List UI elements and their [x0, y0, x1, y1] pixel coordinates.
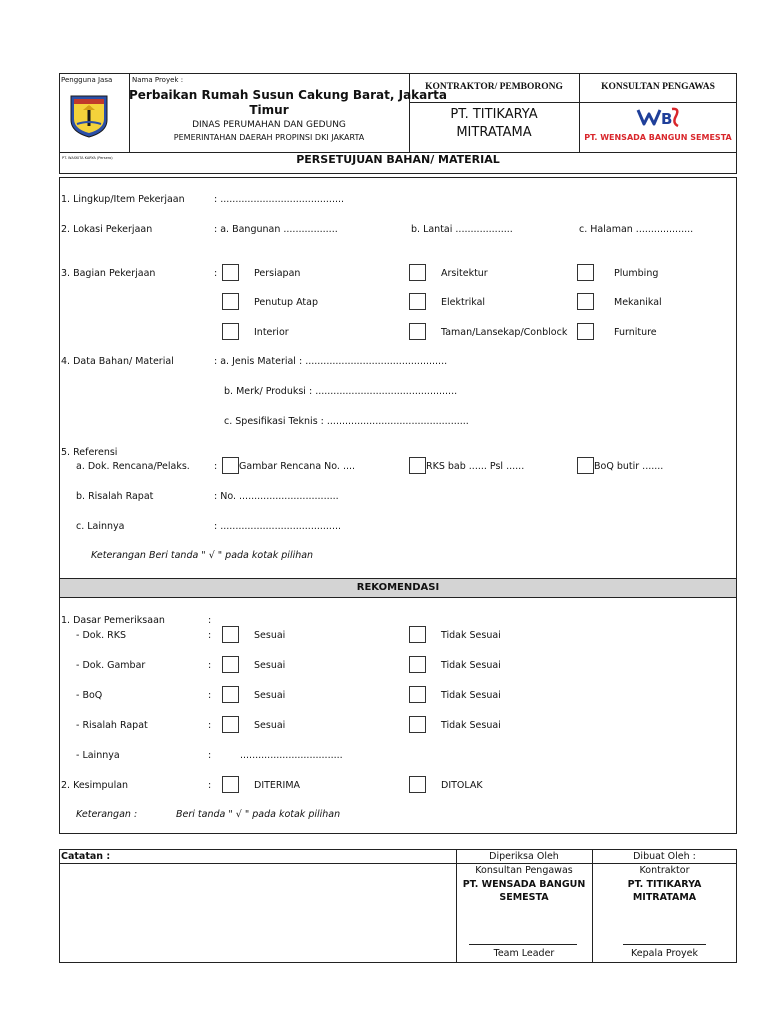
bagian-colon: :	[214, 268, 218, 279]
catatan-area[interactable]	[60, 864, 456, 962]
footer-konsultan-name-line1: PT. WENSADA BANGUN	[462, 879, 586, 890]
label-boq-tidak-sesuai: Tidak Sesuai	[441, 690, 501, 701]
checkbox-mekanikal[interactable]	[577, 293, 594, 310]
row-lainnya-colon: :	[208, 750, 212, 761]
label-rks: RKS bab ...... Psl ......	[426, 461, 525, 472]
checkbox-rks-sesuai[interactable]	[222, 626, 239, 643]
label-interior: Interior	[254, 327, 289, 338]
lingkup-label: 1. Lingkup/Item Pekerjaan	[61, 194, 185, 205]
kesimpulan-label: 2. Kesimpulan	[61, 780, 129, 791]
label-penutup-atap: Penutup Atap	[254, 297, 318, 308]
checkbox-taman[interactable]	[409, 323, 426, 340]
checkbox-rks[interactable]	[409, 457, 426, 474]
row-lainnya-value[interactable]: ..................................	[240, 750, 343, 761]
lokasi-bangunan[interactable]: : a. Bangunan ..................	[214, 224, 338, 235]
label-taman: Taman/Lansekap/Conblock	[441, 327, 568, 338]
lokasi-lantai[interactable]: b. Lantai ...................	[411, 224, 513, 235]
checkbox-gambar-tidak-sesuai[interactable]	[409, 656, 426, 673]
row-dok-gambar-label: - Dok. Gambar	[76, 660, 146, 671]
konsultan-role: Konsultan Pengawas	[475, 865, 573, 876]
label-ditolak: DITOLAK	[441, 780, 483, 791]
label-persiapan: Persiapan	[254, 268, 301, 279]
referensi-label: 5. Referensi	[61, 447, 118, 458]
label-risalah-tidak-sesuai: Tidak Sesuai	[441, 720, 501, 731]
dasar-colon: :	[208, 615, 212, 626]
lokasi-halaman[interactable]: c. Halaman ...................	[579, 224, 694, 235]
checkbox-boq[interactable]	[577, 457, 594, 474]
kepala-proyek-signature-line	[623, 944, 706, 945]
team-leader-signature-line	[469, 944, 577, 945]
keterangan-note: Keterangan Beri tanda " √ " pada kotak pilihan	[91, 550, 314, 561]
kesimpulan-colon: :	[208, 780, 212, 791]
label-risalah-sesuai: Sesuai	[254, 720, 286, 731]
row-boq-label: - BoQ	[76, 690, 103, 701]
ref-dok-colon: :	[214, 461, 218, 472]
ref-dok-label: a. Dok. Rencana/Pelaks.	[76, 461, 190, 472]
label-rks-tidak-sesuai: Tidak Sesuai	[441, 630, 501, 641]
dinas-line1: DINAS PERUMAHAN DAN GEDUNG	[192, 120, 346, 130]
ref-risalah-value[interactable]: : No. .................................	[214, 491, 339, 502]
ref-lainnya-value[interactable]: : ........................................	[214, 521, 342, 532]
checkbox-gambar-sesuai[interactable]	[222, 656, 239, 673]
row-lainnya-label: - Lainnya	[76, 750, 120, 761]
form-title: PERSETUJUAN BAHAN/ MATERIAL	[296, 153, 500, 166]
ref-lainnya-label: c. Lainnya	[76, 521, 125, 532]
jenis-material-field[interactable]: : a. Jenis Material : ...............................................	[214, 356, 448, 367]
team-leader-label: Team Leader	[493, 948, 555, 959]
rekomendasi-keterangan-text: Beri tanda " √ " pada kotak pilihan	[176, 809, 341, 820]
checkbox-plumbing[interactable]	[577, 264, 594, 281]
row-dok-gambar-colon: :	[208, 660, 212, 671]
project-title-line2: Timur	[249, 103, 289, 117]
label-diterima: DITERIMA	[254, 780, 301, 791]
row-dok-rks-colon: :	[208, 630, 212, 641]
checkbox-penutup-atap[interactable]	[222, 293, 239, 310]
label-boq: BoQ butir .......	[594, 461, 664, 472]
label-boq-sesuai: Sesuai	[254, 690, 286, 701]
catatan-label: Catatan :	[61, 851, 111, 862]
diperiksa-label: Diperiksa Oleh	[489, 851, 559, 862]
dki-jakarta-crest-icon	[69, 94, 109, 138]
dasar-pemeriksaan-label: 1. Dasar Pemeriksaan	[61, 615, 165, 626]
label-arsitektur: Arsitektur	[441, 268, 488, 279]
checkbox-boq-sesuai[interactable]	[222, 686, 239, 703]
rekomendasi-title: REKOMENDASI	[356, 582, 440, 593]
checkbox-boq-tidak-sesuai[interactable]	[409, 686, 426, 703]
merk-produksi-field[interactable]: b. Merk/ Produksi : ...............................................	[224, 386, 458, 397]
checkbox-furniture[interactable]	[577, 323, 594, 340]
konsultan-label: KONSULTAN PENGAWAS	[601, 82, 715, 92]
spesifikasi-teknis-field[interactable]: c. Spesifikasi Teknis : ...............................................	[224, 416, 469, 427]
kontraktor-label: KONTRAKTOR/ PEMBORONG	[425, 82, 563, 92]
svg-text:B: B	[661, 110, 673, 128]
lingkup-value[interactable]: : .........................................	[214, 194, 345, 205]
checkbox-gambar-rencana[interactable]	[222, 457, 239, 474]
label-furniture: Furniture	[614, 327, 657, 338]
checkbox-rks-tidak-sesuai[interactable]	[409, 626, 426, 643]
bagian-label: 3. Bagian Pekerjaan	[61, 268, 156, 279]
data-bahan-label: 4. Data Bahan/ Material	[61, 356, 174, 367]
project-title-line1: Perbaikan Rumah Susun Cakung Barat, Jakarta	[129, 88, 448, 102]
dinas-line2: PEMERINTAHAN DAERAH PROPINSI DKI JAKARTA	[173, 133, 365, 142]
ref-risalah-label: b. Risalah Rapat	[76, 491, 154, 502]
checkbox-arsitektur[interactable]	[409, 264, 426, 281]
row-risalah-label: - Risalah Rapat	[76, 720, 148, 731]
row-boq-colon: :	[208, 690, 212, 701]
wensada-logo-icon	[636, 106, 680, 128]
rekomendasi-keterangan-prefix: Keterangan :	[76, 809, 138, 820]
kontraktor-role: Kontraktor	[639, 865, 690, 876]
nama-proyek-label: Nama Proyek :	[132, 76, 184, 84]
label-plumbing: Plumbing	[614, 268, 659, 279]
logo-small-text: PT. WASKITA KARYA (Persero)	[62, 156, 113, 160]
checkbox-risalah-tidak-sesuai[interactable]	[409, 716, 426, 733]
footer-konsultan-name-line2: SEMESTA	[499, 892, 549, 903]
label-gambar-sesuai: Sesuai	[254, 660, 286, 671]
checkbox-interior[interactable]	[222, 323, 239, 340]
row-dok-rks-label: - Dok. RKS	[76, 630, 126, 641]
konsultan-name: PT. WENSADA BANGUN SEMESTA	[584, 133, 732, 142]
label-elektrikal: Elektrikal	[441, 297, 486, 308]
footer-kontraktor-name-line2: MITRATAMA	[632, 892, 697, 903]
label-rks-sesuai: Sesuai	[254, 630, 286, 641]
checkbox-risalah-sesuai[interactable]	[222, 716, 239, 733]
kontraktor-name-line2: MITRATAMA	[456, 125, 532, 140]
kepala-proyek-label: Kepala Proyek	[631, 948, 698, 959]
checkbox-elektrikal[interactable]	[409, 293, 426, 310]
dibuat-label: Dibuat Oleh :	[633, 851, 696, 862]
checkbox-ditolak[interactable]	[409, 776, 426, 793]
kontraktor-name-line1: PT. TITIKARYA	[450, 107, 538, 122]
row-risalah-colon: :	[208, 720, 212, 731]
lokasi-label: 2. Lokasi Pekerjaan	[61, 224, 153, 235]
footer-kontraktor-name-line1: PT. TITIKARYA	[627, 879, 702, 890]
label-gambar-tidak-sesuai: Tidak Sesuai	[441, 660, 501, 671]
label-gambar-rencana: Gambar Rencana No. ....	[239, 461, 356, 472]
label-mekanikal: Mekanikal	[614, 297, 662, 308]
checkbox-diterima[interactable]	[222, 776, 239, 793]
checkbox-persiapan[interactable]	[222, 264, 239, 281]
pengguna-jasa-label: Pengguna Jasa	[61, 76, 113, 84]
